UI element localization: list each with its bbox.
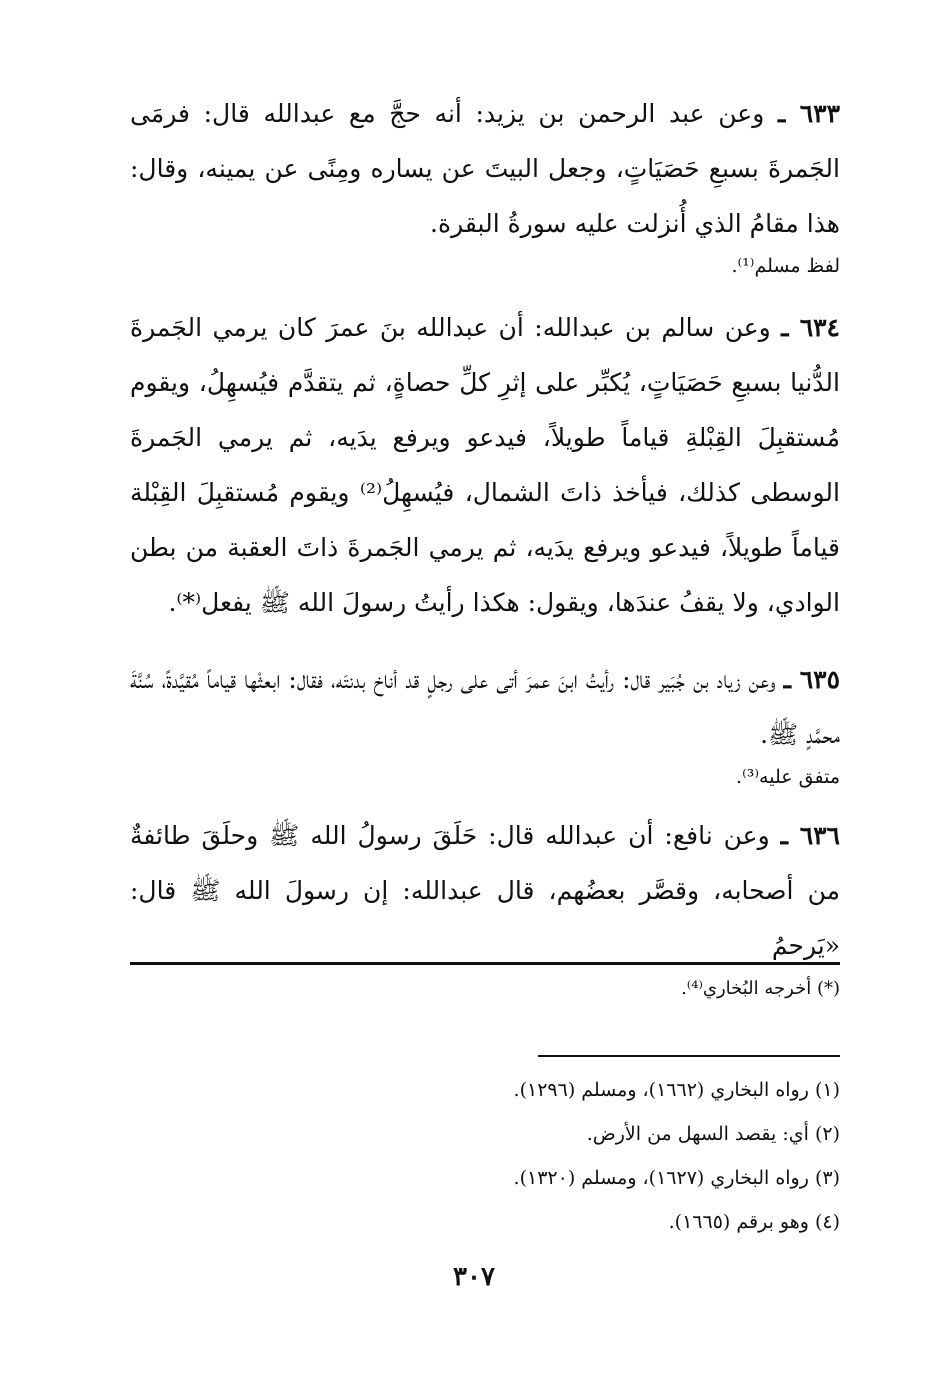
hadith-number: ٦٣٥ ـ xyxy=(783,665,841,694)
footnote-divider xyxy=(130,962,840,965)
footnote-separator xyxy=(538,1055,840,1057)
footnote-1: (١) رواه البخاري (١٦٦٢)، ومسلم (١٢٩٦). xyxy=(513,1079,840,1101)
hadith-text: وعن نافع: أن عبدالله قال: حَلَقَ رسولُ الله ﷺ وحلَقَ طائفةٌ من أصحابه، وقصَّر بعضُهم، قال عبدالله: إن رسولَ الله ﷺ قال: «يَرحمُ xyxy=(130,821,840,960)
hadith-text: وعن زياد بن جُبَير قال: رأيتُ ابنَ عمرَ أتى على رجلٍ قد أناخ بدنتَه، فقال: ابعثْها قياماً مُقيَّدةً، سُنَّةَ محمَّدٍ ﷺ. xyxy=(130,665,840,749)
footnote-4: (٤) وهو برقم (١٦٦٥). xyxy=(668,1211,840,1233)
hadith-636 xyxy=(130,808,840,973)
hadith-634 xyxy=(130,300,840,630)
hadith-text: وعن سالم بن عبدالله: أن عبدالله بنَ عمرَ كان يرمي الجَمرةَ الدُّنيا بسبعِ حَصَيَاتٍ، يُكبِّر على إثرِ كلِّ حصاةٍ، ثم يتقدَّم فيُسهِلُ، ويقوم مُستقبِلَ القِبْلةِ قياماً طويلاً، فيدعو ويرفع يدَيه، ثم يرمي الجَمرةَ الوسطى كذلك، فيأخذ ذاتَ الشمال، فيُسهِلُ⁽²⁾ ويقوم مُستقبِلَ القِبْلة قياماً طويلاً، فيدعو ويرفع يدَيه، ثم يرمي الجَمرةَ ذاتَ العقبة من بطن الوادي، ولا يقفُ عندَها، ويقول: هكذا رأيتُ رسولَ الله ﷺ يفعل⁽*⁾. xyxy=(130,313,840,617)
hadith-text: وعن عبد الرحمن بن يزيد: أنه حجَّ مع عبدالله قال: فرمَى الجَمرةَ بسبعِ حَصَيَاتٍ، وجعل البيتَ عن يساره ومِنًى عن يمينه، وقال: هذا مقامُ الذي أُنزلت عليه سورةُ البقرة. xyxy=(130,99,840,238)
star-note: (*) أخرجه البُخاري⁽⁴⁾. xyxy=(681,978,840,999)
hadith-number: ٦٣٤ ـ xyxy=(781,313,840,342)
hadith-number: ٦٣٣ ـ xyxy=(777,99,841,128)
footnotes xyxy=(130,1068,840,1244)
hadith-reference: متفق عليه⁽³⁾. xyxy=(736,766,840,788)
footnote-3: (٣) رواه البخاري (١٦٢٧)، ومسلم (١٣٢٠). xyxy=(513,1167,840,1189)
footnote-2: (٢) أي: يقصد السهل من الأرض. xyxy=(586,1123,840,1145)
hadith-reference: لفظ مسلم⁽¹⁾. xyxy=(731,255,840,277)
hadith-635 xyxy=(130,652,840,792)
page-number: ٣٠٧ xyxy=(453,1262,495,1292)
hadith-633 xyxy=(130,86,840,281)
hadith-number: ٦٣٦ ـ xyxy=(780,821,840,850)
